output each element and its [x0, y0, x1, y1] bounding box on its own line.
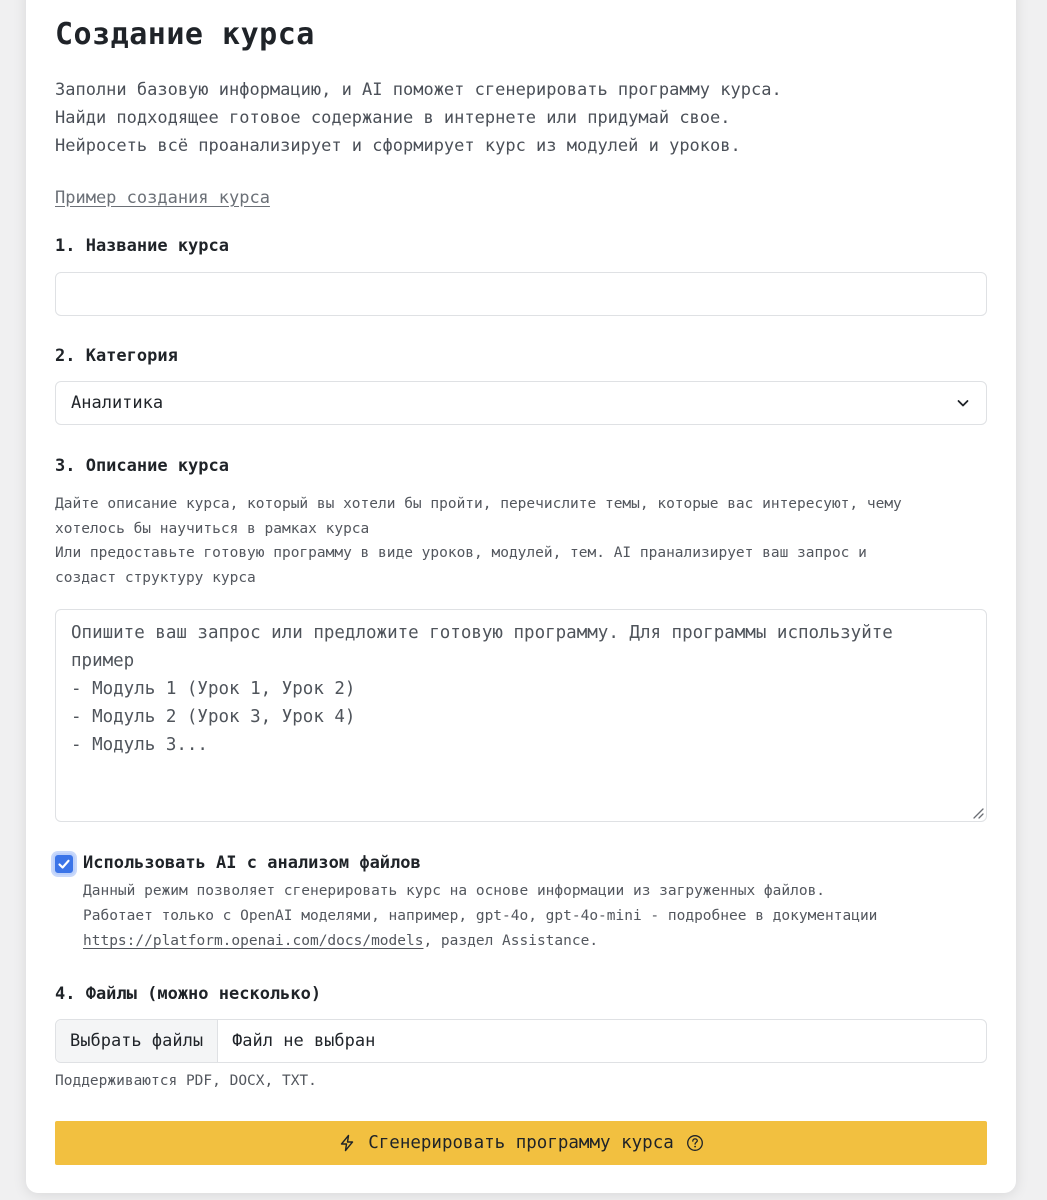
openai-docs-link[interactable]: https://platform.openai.com/docs/models [83, 932, 424, 949]
placeholder-line: - Модуль 2 (Урок 3, Урок 4) [71, 707, 356, 727]
hint-line: Работает только с OpenAI моделями, например, gpt-4o, gpt-4o-mini - подробнее в документации [83, 907, 878, 924]
description-hint [55, 492, 902, 590]
hint-line: Дайте описание курса, который вы хотели бы пройти, перечислите темы, которые вас интересуют, чему [55, 496, 902, 512]
intro-line: Заполни базовую информацию, и AI поможет сгенерировать программу курса. [55, 80, 782, 100]
course-name-input[interactable] [55, 272, 987, 316]
use-ai-files-label[interactable]: Использовать AI с анализом файлов [83, 853, 421, 873]
category-label: 2. Категория [55, 346, 178, 366]
intro-line: Нейросеть всё проанализирует и сформирует курс из модулей и уроков. [55, 136, 741, 156]
course-name-label: 1. Название курса [55, 236, 229, 256]
resize-handle-icon[interactable] [971, 806, 984, 819]
question-circle-icon [686, 1134, 704, 1152]
choose-files-button[interactable]: Выбрать файлы [56, 1020, 218, 1062]
description-textarea[interactable] [55, 609, 987, 822]
supported-formats-text: Поддерживаются PDF, DOCX, TXT. [55, 1073, 317, 1089]
chevron-down-icon [955, 395, 971, 411]
use-ai-files-hint [83, 879, 877, 953]
files-label: 4. Файлы (можно несколько) [55, 984, 322, 1004]
form-card [26, 0, 1016, 1193]
placeholder-line: - Модуль 3... [71, 735, 208, 755]
supported-formats [55, 1069, 317, 1094]
hint-line: хотелось бы научиться в рамках курса [55, 520, 370, 537]
description-label: 3. Описание курса [55, 456, 229, 476]
placeholder-line: пример [71, 651, 135, 671]
generate-button-label: Сгенерировать программу курса [368, 1133, 674, 1153]
page-title: Создание курса [55, 17, 315, 52]
generate-program-button[interactable] [55, 1121, 987, 1165]
placeholder-line: - Модуль 1 (Урок 1, Урок 2) [71, 679, 356, 699]
category-selected-value: Аналитика [71, 393, 164, 413]
doc-suffix: , раздел Assistance. [423, 932, 599, 949]
file-input[interactable] [55, 1019, 987, 1063]
file-status: Файл не выбран [232, 1031, 376, 1051]
use-ai-files-checkbox[interactable] [53, 853, 75, 875]
hint-line: создаст структуру курса [55, 569, 256, 586]
intro-text [55, 76, 782, 160]
hint-line: Или предоставьте готовую программу в виде уроков, модулей, тем. AI пранализирует ваш запрос и [55, 545, 867, 561]
checkmark-icon [57, 857, 71, 871]
intro-line: Найди подходящее готовое содержание в интернете или придумай свое. [55, 108, 731, 128]
category-select[interactable] [55, 381, 987, 425]
hint-line: Данный режим позволяет сгенерировать курс на основе информации из загруженных файлов. [83, 883, 826, 899]
lightning-icon [338, 1134, 356, 1152]
hint-line [83, 929, 877, 954]
placeholder-line: Опишите ваш запрос или предложите готовую программу. Для программы используйте [71, 623, 893, 643]
example-link[interactable]: Пример создания курса [55, 188, 270, 208]
